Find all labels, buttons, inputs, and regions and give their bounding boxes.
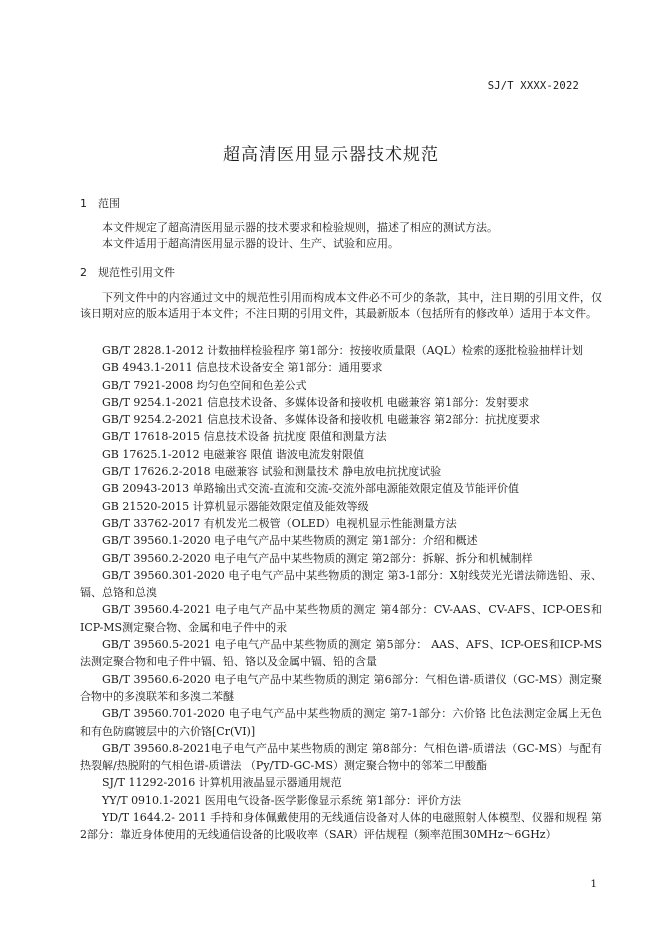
reference-item: GB/T 39560.301-2020 电子电气产品中某些物质的测定 第3-1部分：X射线荧光光谱法筛选铅、汞、镉、总铬和总溴 xyxy=(80,568,602,600)
page-number: 1 xyxy=(590,878,597,890)
section-title: 范围 xyxy=(98,197,120,210)
reference-item: GB/T 39560.701-2020 电子电气产品中某些物质的测定 第7-1部分：六价铬 比色法测定金属上无色和有色防腐镀层中的六价铬[Cr(VI)] xyxy=(80,707,602,738)
reference-item: GB/T 17626.2-2018 电磁兼容 试验和测量技术 静电放电抗扰度试验 xyxy=(102,465,442,479)
reference-item: GB 17625.1-2012 电磁兼容 限值 谐波电流发射限值 xyxy=(102,447,365,461)
document-title: 超高清医用显示器技术规范 xyxy=(223,145,439,165)
reference-item: GB/T 33762-2017 有机发光二极管（OLED）电视机显示性能测量方法 xyxy=(102,516,457,530)
reference-item: GB/T 7921-2008 均匀色空间和色差公式 xyxy=(102,378,307,392)
reference-item: GB/T 39560.4-2021 电子电气产品中某些物质的测定 第4部分：CV-AAS、CV-AFS、ICP-OES和ICP-MS测定聚合物、金属和电子件中的汞 xyxy=(80,603,602,634)
reference-item: GB/T 9254.1-2021 信息技术设备、多媒体设备和接收机 电磁兼容 第1部分：发射要求 xyxy=(102,395,530,409)
paragraph: 本文件适用于超高清医用显示器的设计、生产、试验和应用。 xyxy=(102,237,399,251)
reference-item: GB/T 39560.2-2020 电子电气产品中某些物质的测定 第2部分：拆解、拆分和机械制样 xyxy=(102,551,533,565)
reference-item: GB/T 39560.6-2020 电子电气产品中某些物质的测定 第6部分：气相色谱-质谱仪（GC-MS）测定聚合物中的多溴联苯和多溴二苯醚 xyxy=(80,672,602,703)
reference-item: GB 20943-2013 单路输出式交流-直流和交流-交流外部电源能效限定值及节能评价值 xyxy=(102,482,519,496)
section-heading-scope xyxy=(80,195,120,211)
reference-item: GB 4943.1-2011 信息技术设备安全 第1部分：通用要求 xyxy=(102,361,383,375)
paragraph: 本文件规定了超高清医用显示器的技术要求和检验规则，描述了相应的测试方法。 xyxy=(102,221,498,234)
reference-item: SJ/T 11292-2016 计算机用液晶显示器通用规范 xyxy=(102,776,342,790)
section-number: 1 xyxy=(80,197,87,210)
section-heading-normative-references xyxy=(80,264,175,280)
reference-item: GB 21520-2015 计算机显示器能效限定值及能效等级 xyxy=(102,499,369,513)
reference-item: GB/T 39560.1-2020 电子电气产品中某些物质的测定 第1部分：介绍和概述 xyxy=(102,534,478,548)
scope-body xyxy=(80,220,602,252)
reference-item: YY/T 0910.1-2021 医用电气设备-医学影像显示系统 第1部分：评价方法 xyxy=(102,793,461,807)
paragraph: 下列文件中的内容通过文中的规范性引用而构成本文件必不可少的条款，其中，注日期的引用文件，仅该日期对应的版本适用于本文件；不注日期的引用文件，其最新版本（包括所有的修改单）适用于本文件。 xyxy=(80,291,602,321)
reference-list xyxy=(80,342,602,844)
reference-item: GB/T 9254.2-2021 信息技术设备、多媒体设备和接收机 电磁兼容 第2部分：抗扰度要求 xyxy=(102,413,541,427)
reference-item: YD/T 1644.2- 2011 手持和身体佩戴使用的无线通信设备对人体的电磁照射人体模型、仪器和规程 第2部分：靠近身体使用的无线通信设备的比吸收率（SAR）评估规程（频率范围30MHz～6GHz） xyxy=(80,811,602,842)
standard-code: SJ/T XXXX-2022 xyxy=(487,80,579,92)
reference-item: GB/T 39560.8-2021电子电气产品中某些物质的测定 第8部分：气相色谱-质谱法（GC-MS）与配有热裂解/热脱附的气相色谱-质谱法 （Py/TD-GC-MS）测定聚合物中的邻苯二甲酸酯 xyxy=(80,741,602,773)
reference-item: GB/T 2828.1-2012 计数抽样检验程序 第1部分：按接收质量限（AQL）检索的逐批检验抽样计划 xyxy=(102,344,583,357)
reference-item: GB/T 39560.5-2021 电子电气产品中某些物质的测定 第5部分： AAS、AFS、ICP-OES和ICP-MS法测定聚合物和电子件中镉、铅、铬以及金属中镉、铅的含量 xyxy=(80,638,602,669)
references-intro xyxy=(80,290,602,322)
section-title: 规范性引用文件 xyxy=(98,266,175,279)
section-number: 2 xyxy=(80,266,87,279)
reference-item: GB/T 17618-2015 信息技术设备 抗扰度 限值和测量方法 xyxy=(102,430,387,444)
